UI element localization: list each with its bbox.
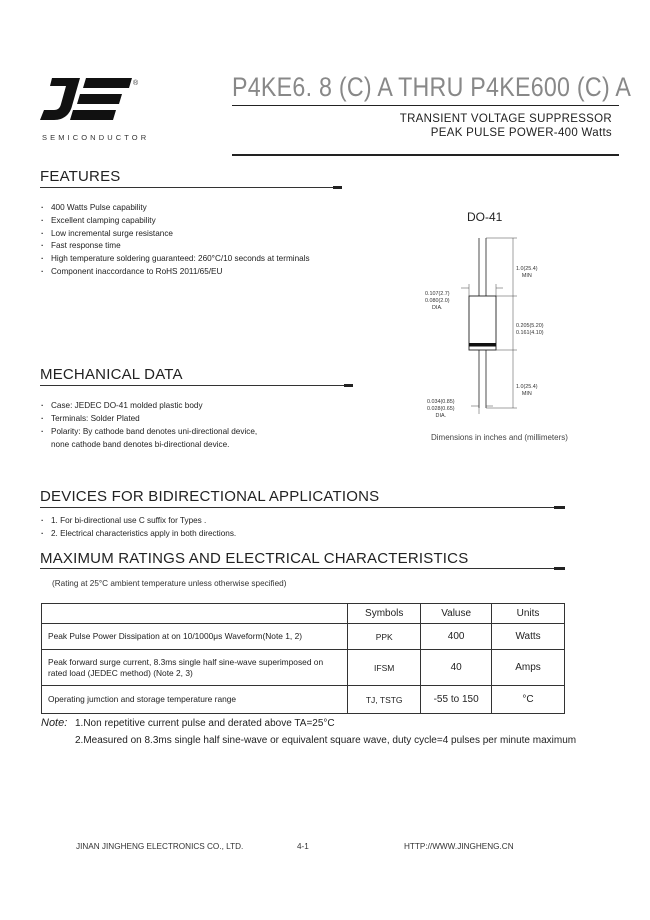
unit-cell: °C — [492, 686, 565, 714]
symbol-cell: TJ, TSTG — [348, 686, 421, 714]
mechanical-divider — [40, 385, 352, 386]
param-cell: Peak Pulse Power Dissipation at on 10/1000μs Waveform(Note 1, 2) — [42, 624, 348, 650]
features-heading: FEATURES — [40, 168, 121, 185]
list-item: · Excellent clamping capability — [40, 215, 310, 228]
mechanical-divider-mark — [344, 384, 353, 387]
list-item: · 1. For bi-directional use C suffix for Types . — [40, 515, 236, 528]
table-header-cell: Valuse — [421, 604, 492, 624]
mechanical-continuation: none cathode band denotes bi-directional device. — [51, 440, 230, 449]
list-item: · High temperature soldering guaranteed: 260°C/10 seconds at terminals — [40, 253, 310, 266]
list-item: · 400 Watts Pulse capability — [40, 202, 310, 215]
list-item: · Terminals: Solder Plated — [40, 413, 257, 426]
semiconductor-label: SEMICONDUCTOR — [42, 133, 150, 142]
features-list — [40, 202, 310, 279]
dim-lead-length-bottom: 1.0(25.4) MIN — [516, 384, 538, 397]
note-2: 2.Measured on 8.3ms single half sine-wave or equivalent square wave, duty cycle=4 pulses per minute maximum — [75, 735, 577, 746]
dim-body-diameter: 0.107(2.7) 0.080(2.0) DIA. — [425, 291, 450, 311]
bidirectional-divider-mark — [554, 506, 565, 509]
symbol-cell: PPK — [348, 624, 421, 650]
dim-lead-diameter: 0.034(0.85) 0.028(0.65) DIA. — [427, 399, 455, 419]
dim-body-length: 0.205(5.20) 0.161(4.10) — [516, 323, 544, 336]
features-divider — [40, 187, 340, 188]
param-cell: Operating jumction and storage temperature range — [42, 686, 348, 714]
table-row — [42, 686, 565, 714]
table-header-row — [42, 604, 565, 624]
ratings-condition: (Rating at 25°C ambient temperature unless otherwise specified) — [52, 579, 287, 588]
list-item: · Low incremental surge resistance — [40, 228, 310, 241]
value-cell: -55 to 150 — [421, 686, 492, 714]
table-header-cell: Units — [492, 604, 565, 624]
dimensions-note: Dimensions in inches and (millimeters) — [431, 433, 568, 442]
company-logo — [40, 78, 132, 122]
list-item: · Polarity: By cathode band denotes uni-directional device, — [40, 426, 257, 439]
features-divider-mark — [333, 186, 342, 189]
notes-label: Note: — [41, 717, 68, 729]
ratings-divider-mark — [554, 567, 565, 570]
value-cell: 40 — [421, 650, 492, 686]
ratings-divider — [40, 568, 565, 569]
unit-cell: Amps — [492, 650, 565, 686]
mechanical-heading: MECHANICAL DATA — [40, 366, 183, 383]
symbol-cell: IFSM — [348, 650, 421, 686]
footer-url: HTTP://WWW.JINGHENG.CN — [404, 842, 514, 851]
header-divider — [232, 154, 619, 156]
subtitle-line-2: PEAK PULSE POWER-400 Watts — [430, 127, 612, 139]
bidirectional-heading: DEVICES FOR BIDIRECTIONAL APPLICATIONS — [40, 488, 380, 505]
list-item: · Fast response time — [40, 240, 310, 253]
note-1: 1.Non repetitive current pulse and derated above TA=25°C — [75, 718, 335, 729]
param-cell: Peak forward surge current, 8.3ms single half sine-wave superimposed on rated load (JEDEC method) (Note 2, 3) — [42, 650, 348, 686]
footer-company: JINAN JINGHENG ELECTRONICS CO., LTD. — [76, 842, 244, 851]
subtitle-line-1: TRANSIENT VOLTAGE SUPPRESSOR — [399, 113, 612, 125]
list-item: · 2. Electrical characteristics apply in both directions. — [40, 528, 236, 541]
document-title: P4KE6. 8 (C) A THRU P4KE600 (C) A — [232, 72, 632, 102]
table-header-cell: Symbols — [348, 604, 421, 624]
package-name: DO-41 — [467, 210, 503, 224]
footer-page-number: 4-1 — [297, 842, 309, 851]
value-cell: 400 — [421, 624, 492, 650]
ratings-heading: MAXIMUM RATINGS AND ELECTRICAL CHARACTERISTICS — [40, 550, 469, 567]
bidirectional-divider — [40, 507, 565, 508]
registered-mark: ® — [133, 80, 139, 87]
unit-cell: Watts — [492, 624, 565, 650]
list-item: · Component inaccordance to RoHS 2011/65/EU — [40, 266, 310, 279]
dim-lead-length-top: 1.0(25.4) MIN — [516, 266, 538, 279]
ratings-table — [41, 603, 565, 714]
title-divider — [232, 105, 619, 106]
table-header-cell — [42, 604, 348, 624]
table-row — [42, 650, 565, 686]
mechanical-list — [40, 400, 257, 438]
bidirectional-list — [40, 515, 236, 541]
table-row — [42, 624, 565, 650]
list-item: · Case: JEDEC DO-41 molded plastic body — [40, 400, 257, 413]
